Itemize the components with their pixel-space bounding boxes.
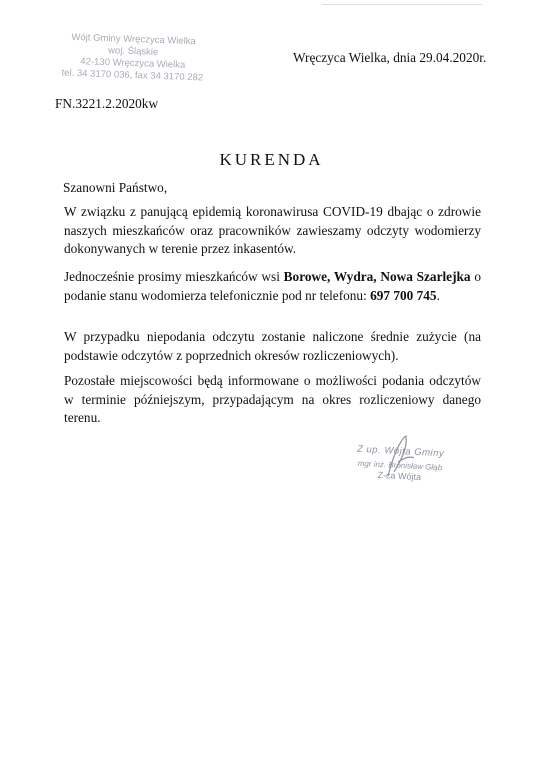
signature-line: Z-ca Wójta — [377, 469, 422, 483]
paragraph-text: Jednocześnie prosimy mieszkańców wsi — [64, 269, 284, 284]
paragraph-text: . — [436, 287, 440, 303]
paragraph-other-villages: Pozostałe miejscowości będą informowane o możliwości podania odczytów w terminie późniejszym, przypadającym na okres rozliczeniowy danego terenu. — [64, 373, 481, 426]
stamp-line: tel. 34 3170 036, fax 34 3170 282 — [61, 67, 204, 84]
phone-number: 697 700 745 — [370, 287, 437, 303]
reference-number: FN.3221.2.2020kw — [55, 96, 159, 111]
document-title: KURENDA — [219, 150, 324, 169]
stamp-line: woj. Śląskie — [107, 45, 159, 58]
paragraph-epidemic: W związku z panującą epidemią koronawirusa COVID-19 dbając o zdrowie naszych mieszkańców oraz pracowników zawieszamy odczyty wodomierzy dokonywanych w terenie przez inkasentów. — [64, 204, 481, 257]
paragraph-text: o podanie stanu wodomierza telefonicznie pod nr telefonu: — [64, 269, 481, 303]
signature-stamp — [329, 442, 471, 484]
paragraph-phone-request — [64, 268, 481, 305]
paragraph-average-usage: W przypadku niepodania odczytu zostanie naliczone średnie zużycie (na podstawie odczytów z poprzednich okresów rozliczeniowych). — [64, 329, 481, 363]
stamp-line: 42-130 Wręczyca Wielka — [80, 56, 186, 71]
stamp-line: Wójt Gminy Wręczyca Wielka — [71, 31, 197, 48]
place-and-date: Wręczyca Wielka, dnia 29.04.2020r. — [293, 50, 487, 65]
signature-line: mgr inż. Bronisław Głąb — [357, 458, 443, 473]
greeting: Szanowni Państwo, — [63, 180, 168, 195]
office-stamp — [57, 31, 209, 84]
signature-line: Z up. Wójta Gminy — [356, 443, 445, 460]
scan-edge-line — [322, 4, 482, 5]
village-names: Borowe, Wydra, Nowa Szarlejka — [283, 269, 471, 284]
